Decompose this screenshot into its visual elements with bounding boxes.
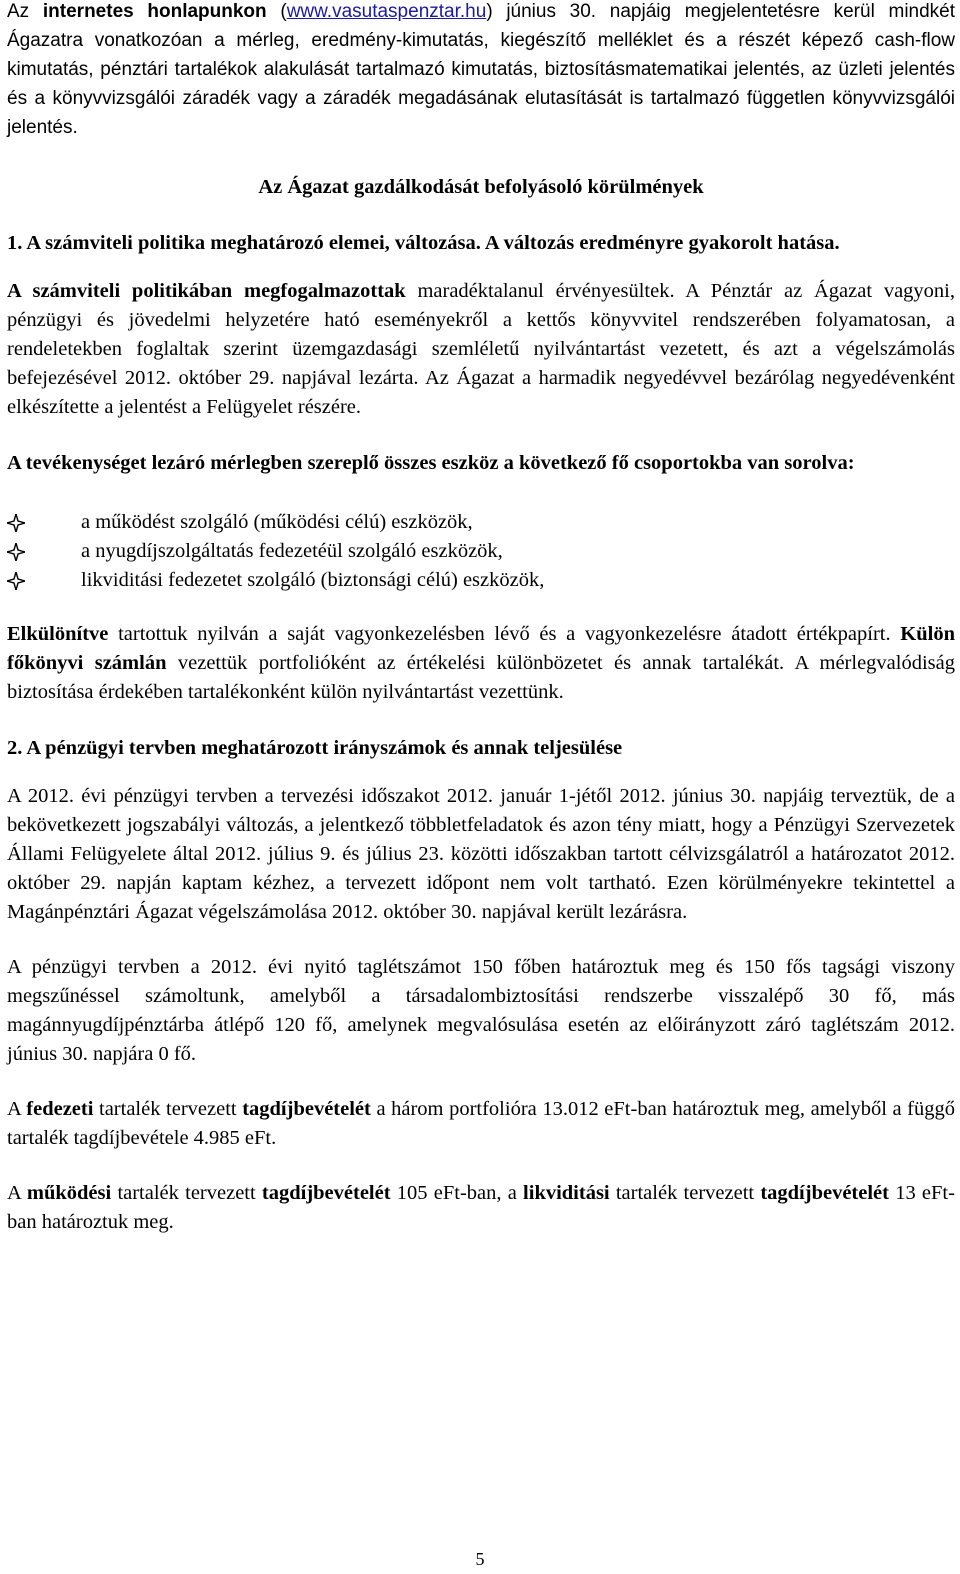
section-title: Az Ágazat gazdálkodását befolyásoló körülmények (258, 176, 704, 198)
list-item-text: a működést szolgáló (működési célú) eszközök, (81, 511, 473, 533)
coverage-bold-1: fedezeti (26, 1098, 94, 1120)
accounting-policy-bold: A számviteli politikában megfogalmazottak (7, 280, 406, 302)
asset-groups-intro: A tevékenységet lezáró mérlegben szereplő összes eszköz a következő fő csoportokba van sorolva: (7, 452, 855, 474)
operating-reserve-paragraph (7, 1179, 955, 1237)
accounting-policy-paragraph (7, 277, 955, 422)
list-item (7, 508, 955, 537)
intro-paragraph (7, 0, 955, 142)
operating-bold-4: tagdíjbevételét (760, 1182, 889, 1204)
accounting-policy-text: maradéktalanul érvényesültek. A Pénztár az Ágazat vagyoni, pénzügyi és jövedelmi helyzetére ható eseményekről a kettős könyvvitel rendszerében folyamatosan, a rendeletekben foglaltak szerint üzemgazdasági szemléletű nyilvántartást vezetett, és azt a végelszámolás befejezésével 2012. október 29. napjával lezárta. Az Ágazat a harmadik negyedévvel bezárólag negyedévenként elkészítette a jelentést a Felügyelet részére. (7, 280, 955, 418)
coverage-text-1: A (7, 1098, 27, 1120)
coverage-text-2: tartalék tervezett (93, 1098, 243, 1120)
securities-paragraph (7, 620, 955, 707)
coverage-text-3: a három portfolióra 13.012 eFt-ban határoztuk meg, amelyből a függő tartalék tagdíjbevétele 4.985 eFt. (7, 1098, 955, 1149)
securities-text-1: tartottuk nyilván a saját vagyonkezelésben lévő és a vagyonkezelésre átadott értékpapírt. (108, 623, 901, 645)
operating-text-3: 105 eFt-ban, a (390, 1182, 524, 1204)
operating-bold-2: tagdíjbevételét (261, 1182, 391, 1204)
document-page (7, 0, 955, 1237)
asset-groups-list (7, 508, 955, 595)
operating-text-4: tartalék tervezett (609, 1182, 761, 1204)
intro-paren-open: ( (280, 1, 287, 22)
intro-text-rest: ) június 30. napjáig megjelentetésre kerül mindkét Ágazatra vonatkozóan a mérleg, eredmény-kimutatás, kiegészítő melléklet és a részét képező cash-flow kimutatás, pénztári tartalékok alakulását tartalmazó kimutatás, biztosításmatematikai jelentés, az üzleti jelentés és a könyvvizsgálói záradék vagy a záradék megadásának elutasítását is tartalmazó független könyvvizsgálói jelentés. (7, 1, 956, 138)
operating-text-1: A (7, 1182, 27, 1204)
operating-text-2: tartalék tervezett (111, 1182, 262, 1204)
intro-text-a: Az (7, 1, 30, 22)
list-item (7, 566, 955, 595)
list-item-text: a nyugdíjszolgáltatás fedezetéül szolgáló eszközök, (81, 540, 503, 562)
diamond-bullet-icon (7, 543, 25, 561)
operating-text-5: 13 eFt-ban határoztuk meg. (7, 1182, 955, 1233)
operating-bold-3: likviditási (523, 1182, 610, 1204)
list-item-text: likviditási fedezetet szolgáló (biztonsági célú) eszközök, (81, 569, 545, 591)
page-number: 5 (475, 1549, 485, 1569)
heading-accounting-policy: 1. A számviteli politika meghatározó elemei, változása. A változás eredményre gyakorolt hatása. (7, 232, 840, 254)
operating-bold-1: működési (26, 1182, 112, 1204)
list-item (7, 537, 955, 566)
diamond-bullet-icon (7, 514, 25, 532)
heading-financial-plan: 2. A pénzügyi tervben meghatározott irányszámok és annak teljesülése (7, 737, 623, 759)
intro-text-bold: internetes honlapunkon (42, 1, 267, 22)
financial-plan-paragraph: A 2012. évi pénzügyi tervben a tervezési időszakot 2012. január 1-jétől 2012. június 30. napjáig terveztük, de a bekövetkezett jogszabályi változás, a jelentkező többletfeladatok és azon tény miatt, hogy a Pénzügyi Szervezetek Állami Felügyelete által 2012. július 9. és július 23. közötti időszakban tartott célvizsgálatról a határozatot 2012. október 29. napján kaptam kézhez, a tervezett időpont nem volt tartható. Ezen körülményekre tekintettel a Magánpénztári Ágazat végelszámolása 2012. október 30. napjával került lezárásra. (7, 785, 955, 923)
diamond-bullet-icon (7, 572, 25, 590)
securities-text-2: vezettük portfolióként az értékelési különbözetet és annak tartalékát. A mérlegvalódiság biztosítása érdekében tartalékonként külön nyilvántartást vezettünk. (7, 652, 955, 703)
website-link[interactable]: www.vasutaspenztar.hu (286, 1, 487, 22)
membership-paragraph: A pénzügyi tervben a 2012. évi nyitó taglétszámot 150 főben határoztuk meg és 150 fős tagsági viszony megszűnéssel számoltunk, amelyből a társadalombiztosítási rendszerbe visszalépő 30 fő, más magánnyugdíjpénztárba átlépő 120 fő, amelynek megvalósulása esetén az előirányzott záró taglétszám 2012. június 30. napjára 0 fő. (7, 956, 955, 1065)
coverage-reserve-paragraph (7, 1095, 955, 1153)
coverage-bold-2: tagdíjbevételét (242, 1098, 371, 1120)
securities-bold-2: Külön főkönyvi számlán (7, 623, 955, 674)
securities-bold-1: Elkülönítve (7, 623, 109, 645)
